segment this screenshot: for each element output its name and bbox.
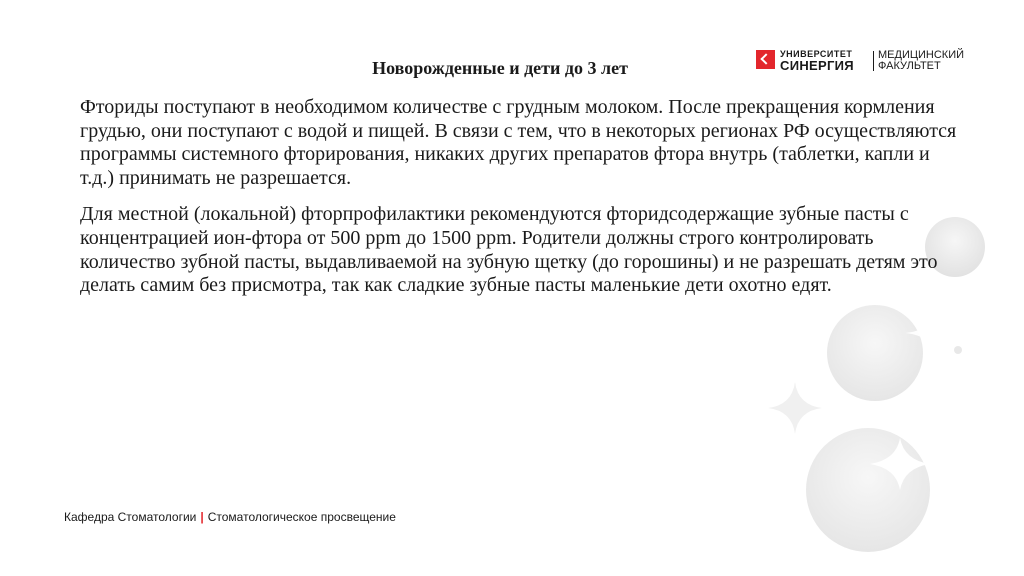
synergy-logo-icon — [756, 50, 775, 69]
logo-faculty — [878, 50, 964, 72]
footer-separator: | — [200, 510, 204, 524]
university-logo — [756, 50, 986, 78]
paragraph-toothpaste: Для местной (локальной) фторпрофилактики рекомендуются фторидсодержащие зубные пасты с концентрацией ион-фтора от 500 ppm до 1500 ppm. Родители должны строго контролировать количество зубной пасты, выдавливаемой на зубную щетку (до горошины) и не разрешать детям это делать самим без присмотра, так как сладкие зубные пасты маленькие дети охотно едят. — [80, 203, 938, 297]
logo-synergy-text: СИНЕРГИЯ — [780, 58, 854, 73]
deco-sparkle-2 — [768, 382, 822, 434]
logo-faculty-line2: ФАКУЛЬТЕТ — [878, 60, 941, 72]
footer — [64, 510, 396, 524]
slide-body — [80, 96, 960, 311]
deco-dot — [954, 346, 962, 354]
deco-circle-large — [806, 428, 930, 552]
slide-title: Новорожденные и дети до 3 лет — [372, 58, 628, 78]
logo-divider — [873, 51, 874, 71]
footer-topic: Стоматологическое просвещение — [207, 510, 396, 524]
deco-circle-medium — [827, 305, 923, 401]
paragraph-fluoride-sources: Фториды поступают в необходимом количестве с грудным молоком. После прекращения кормления грудью, они поступают с водой и пищей. В связи с тем, что в некоторых регионах РФ осуществляются программы системного фторирования, никаких других препаратов фтора внутрь (таблетки, капли и т.д.) принимать не разрешается. — [80, 96, 957, 189]
logo-faculty-line1: МЕДИЦИНСКИЙ — [878, 49, 965, 61]
logo-university-text: УНИВЕРСИТЕТ — [780, 49, 853, 59]
footer-department: Кафедра Стоматологии — [64, 510, 197, 524]
